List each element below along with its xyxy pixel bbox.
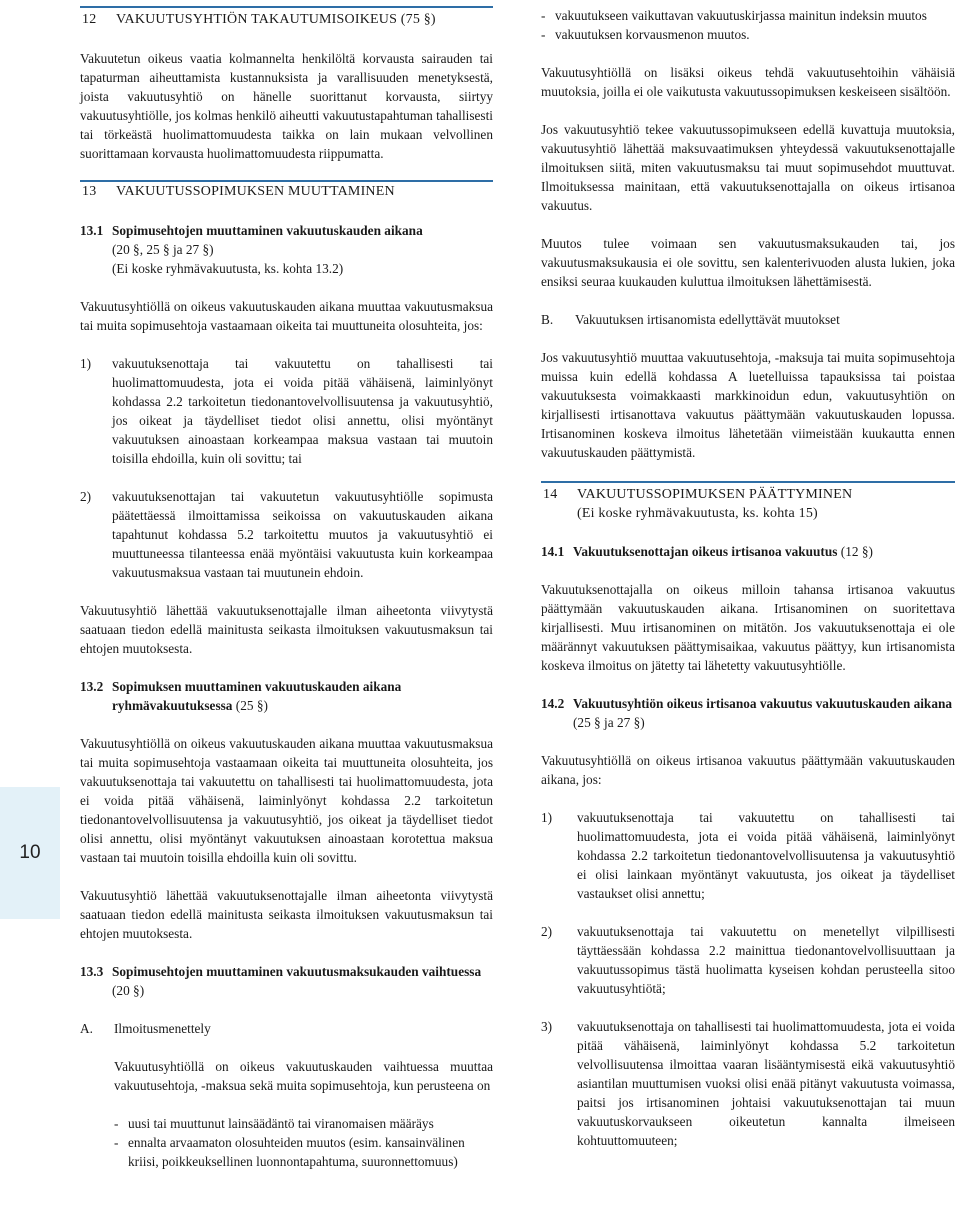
subsection-14-1-paragraph: Vakuutuksenottajalla on oikeus milloin tahansa irtisanoa vakuutus päättymään vakuutuskauden aikana. Irtisanominen on suoritettava kirjallisesti. Muu irtisanominen on mitätön. Jos vakuutuksenottaja ei ole määrännyt vakuutuksen päättymisaikaa, vakuutus päättyy, kun irtisanomista koskeva ilmoitus on jätetty tai lähetetty vakuutusyhtiölle.	[541, 582, 955, 673]
section-14-title-row	[541, 483, 955, 523]
subsection-13-1-heading	[80, 221, 493, 278]
right-paragraph-2: Jos vakuutusyhtiö tekee vakuutussopimukseen edellä kuvattuja muutoksia, vakuutusyhtiö lähettää maksuvaatimuksen yhteydessä vakuutuksenottajalle ilmoituksen siitä, miten vakuutusmaksu tai muut sopimusehdot muuttuvat. Ilmoituksessa mainitaan, että vakuutuksenottajalla on oikeus irtisanoa vakuutus.	[541, 122, 955, 213]
list-item	[80, 487, 493, 582]
subsection-14-1-ref: (12 §)	[840, 544, 873, 559]
subsection-13-3-title: Sopimusehtojen muuttaminen vakuutusmaksukauden vaihtuessa	[112, 964, 482, 979]
section-13-title: VAKUUTUSSOPIMUKSEN MUUTTAMINEN	[116, 184, 395, 199]
right-paragraph-1: Vakuutusyhtiöllä on lisäksi oikeus tehdä vakuutusehtoihin vähäisiä muutoksia, joilla ei ole vaikutusta vakuutussopimuksen keskeiseen sisältöön.	[541, 65, 955, 99]
list-item-text: vakuutuksenottaja tai vakuutettu on tahallisesti tai huolimattomuudesta, jota ei voida pitää vähäisenä, laiminlyönyt kohdassa 2.2 tarkoitetun tiedonantovelvollisuutensa ja vakuutusyhtiö, jos oikeat ja täydelliset tiedot olisi annettu, olisi myöntänyt vakuutuksen ainoastaan korkeampaa maksua vastaan tai muutoin toisilla ehdoilla, kuin oli sovittu; tai	[112, 356, 493, 466]
section-12-paragraph: Vakuutetun oikeus vaatia kolmannelta henkilöltä korvausta sairauden tai tapaturman aiheuttamista kustannuksista ja varallisuuden menetyksestä, joista vakuutusyhtiö on hänelle suorittanut korvausta, siirtyy vakuutusyhtiölle, jos kolmas henkilö aiheutti vakuutustapahtuman tahallisesti tai törkeästä huolimattomuudesta taikka on lain mukaan velvollinen suorittamaan korvausta huolimattomuudesta riippumatta.	[80, 51, 493, 161]
subsection-14-2-number: 14.2	[541, 696, 565, 711]
page-number: 10	[19, 842, 41, 863]
section-14-note: (Ei koske ryhmävakuutusta, ks. kohta 15)	[577, 506, 818, 521]
dash-item-text: vakuutuksen korvausmenon muutos.	[555, 27, 750, 42]
list-item-label: 3)	[541, 1019, 553, 1034]
item-a-label: A.	[80, 1021, 93, 1036]
list-item-label: 1)	[541, 810, 553, 825]
list-item	[541, 808, 955, 903]
section-12-title-row	[80, 8, 493, 29]
top-dash-list	[541, 6, 955, 44]
subsection-14-2-title: Vakuutusyhtiön oikeus irtisanoa vakuutus vakuutuskauden aikana	[573, 696, 953, 711]
item-b-label: B.	[541, 312, 554, 327]
list-item-text: vakuutuksenottaja tai vakuutettu on menetellyt vilpillisesti täyttäessään kohdassa 2.2 mainittua tiedonantovelvollisuuttaan ja vakuutussopimus tästä huolimatta kyseisen kohdan perusteella sitoo vakuutusyhtiötä;	[577, 924, 955, 996]
section-14-number: 14	[543, 487, 558, 502]
subsection-13-1-ref: (20 §, 25 § ja 27 §)	[112, 242, 214, 257]
dash-item: - ennalta arvaamaton olosuhteiden muutos (esim. kansainvälinen kriisi, poikkeuksellinen luonnontapahtuma, suuronnettomuus)	[114, 1133, 493, 1171]
subsection-13-1-note: (Ei koske ryhmävakuutusta, ks. kohta 13.2)	[112, 261, 344, 276]
item-a-heading	[80, 1019, 493, 1038]
section-14-title: VAKUUTUSSOPIMUKSEN PÄÄTTYMINEN	[577, 487, 853, 502]
list-item-text: vakuutuksenottaja on tahallisesti tai huolimattomuudesta, jota ei voida pitää vähäisenä, laiminlyönyt kohdassa 5.2 tarkoitetun velvollisuutensa ilmoittaa vaaran lisääntymisestä eikä vakuutusyhtiö asiantilan muuttumisen vuoksi olisi enää pitänyt vakuutusta voimassa, paitsi jos irtisanominen johtaisi vakuutuksenottajan tai muun vakuutuskorvaukseen oikeutetun kannalta ilmeiseen kohtuuttomuuteen;	[577, 1019, 955, 1148]
subsection-13-1-number: 13.1	[80, 223, 104, 238]
list-item-label: 2)	[541, 924, 553, 939]
subsection-14-1-heading	[541, 542, 955, 561]
item-b-heading	[541, 310, 955, 329]
subsection-13-3-number: 13.3	[80, 964, 104, 979]
dash-item-text: ennalta arvaamaton olosuhteiden muutos (esim. kansainvälinen kriisi, poikkeuksellinen luonnontapahtuma, suuronnettomuus)	[128, 1135, 465, 1169]
section-12-header	[80, 6, 493, 29]
section-12-number: 12	[82, 12, 97, 27]
section-13-header	[80, 180, 493, 201]
subsection-13-2-paragraph-2: Vakuutusyhtiö lähettää vakuutuksenottajalle ilman aiheetonta viivytystä saatuaan tiedon edellä mainitusta seikasta ilmoituksen vakuutusmaksun tai ehtojen muutoksesta.	[80, 888, 493, 941]
subsection-14-2-list	[541, 808, 955, 1150]
section-14-header	[541, 481, 955, 523]
list-item	[541, 1017, 955, 1150]
page-number-tab	[0, 787, 60, 919]
list-item-label: 2)	[80, 489, 92, 504]
subsection-14-1-number: 14.1	[541, 544, 565, 559]
right-paragraph-3: Muutos tulee voimaan sen vakuutusmaksukauden tai, jos vakuutusmaksukausia ei ole sovittu, sen kalenterivuoden alusta lukien, joka ensiksi seuraa kuukauden kuluttua ilmoituksen lähettämisestä.	[541, 236, 955, 289]
item-a-paragraph: Vakuutusyhtiöllä on oikeus vakuutuskauden vaihtuessa muuttaa vakuutusehtoja, -maksua sekä muita sopimusehtoja, kun perusteena on	[114, 1059, 493, 1093]
subsection-13-1-paragraph: Vakuutusyhtiöllä on oikeus vakuutuskauden aikana muuttaa vakuutusmaksua tai muita sopimusehtoja vastaamaan oikeita tai muuttuneita olosuhteita, jos:	[80, 299, 493, 333]
list-item-label: 1)	[80, 356, 92, 371]
list-item-text: vakuutuksenottajan tai vakuutetun vakuutusyhtiölle sopimusta päätettäessä ilmoittamissa seikoissa on vakuutuskauden aikana tapahtunut kohdassa 5.2 tarkoitettu muutos ja vakuutusyhtiö ei muuttuneessa tilanteessa enää myöntäisi vakuutusta kuin korkeampaa vakuutusmaksua vastaan tai muutunein ehdoin.	[112, 489, 493, 580]
subsection-13-1-list	[80, 354, 493, 582]
subsection-13-2-heading	[80, 677, 493, 715]
subsection-13-3-heading	[80, 962, 493, 1000]
subsection-13-2-ref: (25 §)	[235, 698, 268, 713]
dash-item-text: uusi tai muuttunut lainsäädäntö tai viranomaisen määräys	[128, 1116, 434, 1131]
section-13-title-row	[80, 182, 493, 201]
left-column	[80, 0, 493, 1171]
subsection-14-1-title: Vakuutuksenottajan oikeus irtisanoa vakuutus	[573, 544, 838, 559]
subsection-13-2-number: 13.2	[80, 679, 104, 694]
subsection-13-2-title: Sopimuksen muuttaminen vakuutuskauden aikana ryhmävakuutuksessa	[112, 679, 402, 713]
subsection-14-2-heading	[541, 694, 955, 732]
dash-item: - uusi tai muuttunut lainsäädäntö tai viranomaisen määräys	[114, 1114, 493, 1133]
subsection-14-2-ref: (25 § ja 27 §)	[573, 715, 645, 730]
section-13-number: 13	[82, 184, 97, 199]
item-a-title: Ilmoitusmenettely	[114, 1021, 211, 1036]
subsection-13-1-after: Vakuutusyhtiö lähettää vakuutuksenottajalle ilman aiheetonta viivytystä saatuaan tiedon edellä mainitusta seikasta ilmoituksen vakuutusmaksun tai ehtojen muutoksesta.	[80, 603, 493, 656]
list-item	[80, 354, 493, 468]
list-item	[541, 922, 955, 998]
dash-item: - vakuutukseen vaikuttavan vakuutuskirjassa mainitun indeksin muutos	[541, 6, 955, 25]
subsection-14-2-paragraph: Vakuutusyhtiöllä on oikeus irtisanoa vakuutus päättymään vakuutuskauden aikana, jos:	[541, 753, 955, 787]
item-a-dash-list	[114, 1114, 493, 1171]
dash-item-text: vakuutukseen vaikuttavan vakuutuskirjassa mainitun indeksin muutos	[555, 8, 927, 23]
dash-item: - vakuutuksen korvausmenon muutos.	[541, 25, 955, 44]
section-12-title: VAKUUTUSYHTIÖN TAKAUTUMISOIKEUS (75 §)	[116, 12, 436, 27]
subsection-13-1-title: Sopimusehtojen muuttaminen vakuutuskauden aikana	[112, 223, 423, 238]
right-column	[541, 0, 955, 1150]
list-item-text: vakuutuksenottaja tai vakuutettu on tahallisesti tai huolimattomuudesta, jota ei voida pitää vähäisenä, laiminlyönyt kohdassa 2.2 tarkoitetun tiedonantovelvollisuutensa ja vakuutusyhtiö ei olisi lainkaan myöntänyt vakuutusta, jos oikeat ja täydelliset vastaukset olisi annettu;	[577, 810, 955, 901]
subsection-13-2-paragraph-1: Vakuutusyhtiöllä on oikeus vakuutuskauden aikana muuttaa vakuutusmaksua tai muita sopimusehtoja vastaamaan oikeita tai muuttuneita olosuhteita, jos vakuutuksenottaja tai vakuutettu on tahallisesti tai huolimattomuudesta, jota ei voida pitää vähäisenä, laiminlyönyt kohdassa 2.2 tarkoitetun tiedonantovelvollisuutensa ja vakuutusyhtiö, jos oikeat ja täydelliset tiedot olisi annettu, olisi myöntänyt vakuutuksen ainoastaan korotettua maksua vastaan tai muutoin toisilla ehdoilla kuin oli sovittu.	[80, 736, 493, 865]
item-b-title: Vakuutuksen irtisanomista edellyttävät muutokset	[575, 312, 840, 327]
item-b-paragraph: Jos vakuutusyhtiö muuttaa vakuutusehtoja, -maksuja tai muita sopimusehtoja muissa kuin edellä kohdassa A luetelluissa tapauksissa tai poistaa vakuutuksesta voimakkaasti markkinoidun edun, vakuutusyhtiön on kirjallisesti irtisanottava vakuutus päättymään vakuutuskauden lopussa. Irtisanominen koskeva ilmoitus lähetetään viimeistään kuukautta ennen vakuutuskauden päättymistä.	[541, 350, 955, 460]
subsection-13-3-ref: (20 §)	[112, 983, 145, 998]
